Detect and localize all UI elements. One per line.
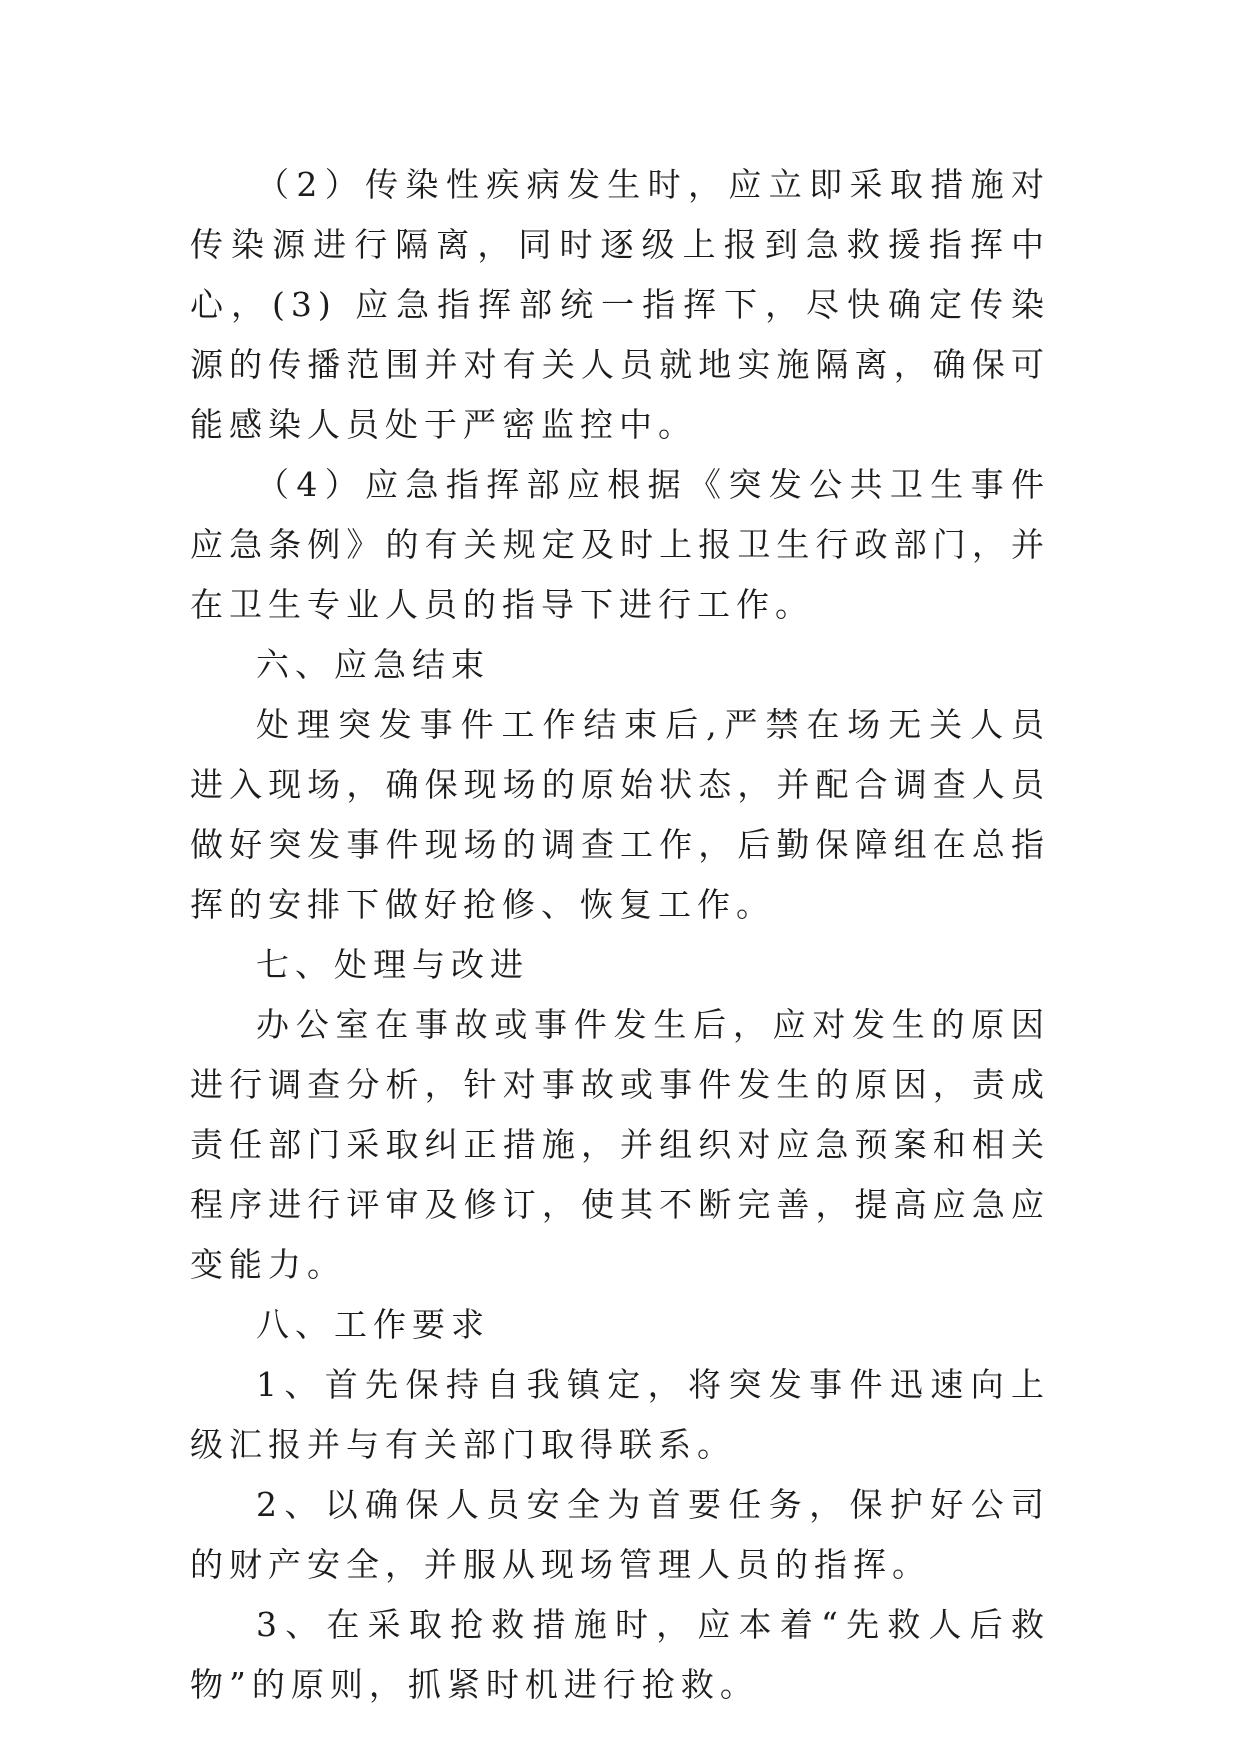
paragraph-requirement-3: 3、在采取抢救措施时，应本着“先救人后救物”的原则，抓紧时机进行抢救。 (190, 1605, 1050, 1704)
section-heading-emergency-end: 六、应急结束 (256, 645, 490, 684)
section-heading-handling-improvement: 七、处理与改进 (256, 945, 529, 984)
document-page (190, 155, 1050, 1715)
paragraph-emergency-end: 处理突发事件工作结束后,严禁在场无关人员进入现场，确保现场的原始状态，并配合调查人员做好突发事件现场的调查工作，后勤保障组在总指挥的安排下做好抢修、恢复工作。 (190, 705, 1050, 924)
paragraph-reporting-regulation: （4）应急指挥部应根据《突发公共卫生事件应急条例》的有关规定及时上报卫生行政部门，并在卫生专业人员的指导下进行工作。 (190, 465, 1050, 624)
section-heading-work-requirements: 八、工作要求 (256, 1305, 490, 1344)
paragraph-infectious-disease: （2）传染性疾病发生时，应立即采取措施对传染源进行隔离，同时逐级上报到急救援指挥中心，(3) 应急指挥部统一指挥下，尽快确定传染源的传播范围并对有关人员就地实施隔离，确保可能感染人员处于严密监控中。 (190, 165, 1050, 444)
paragraph-handling-improvement: 办公室在事故或事件发生后，应对发生的原因进行调查分析，针对事故或事件发生的原因，责成责任部门采取纠正措施，并组织对应急预案和相关程序进行评审及修订，使其不断完善，提高应急应变能力。 (190, 1005, 1050, 1284)
paragraph-requirement-1: 1、首先保持自我镇定，将突发事件迅速向上级汇报并与有关部门取得联系。 (190, 1365, 1050, 1464)
paragraph-requirement-2: 2、以确保人员安全为首要任务，保护好公司的财产安全，并服从现场管理人员的指挥。 (190, 1485, 1050, 1584)
